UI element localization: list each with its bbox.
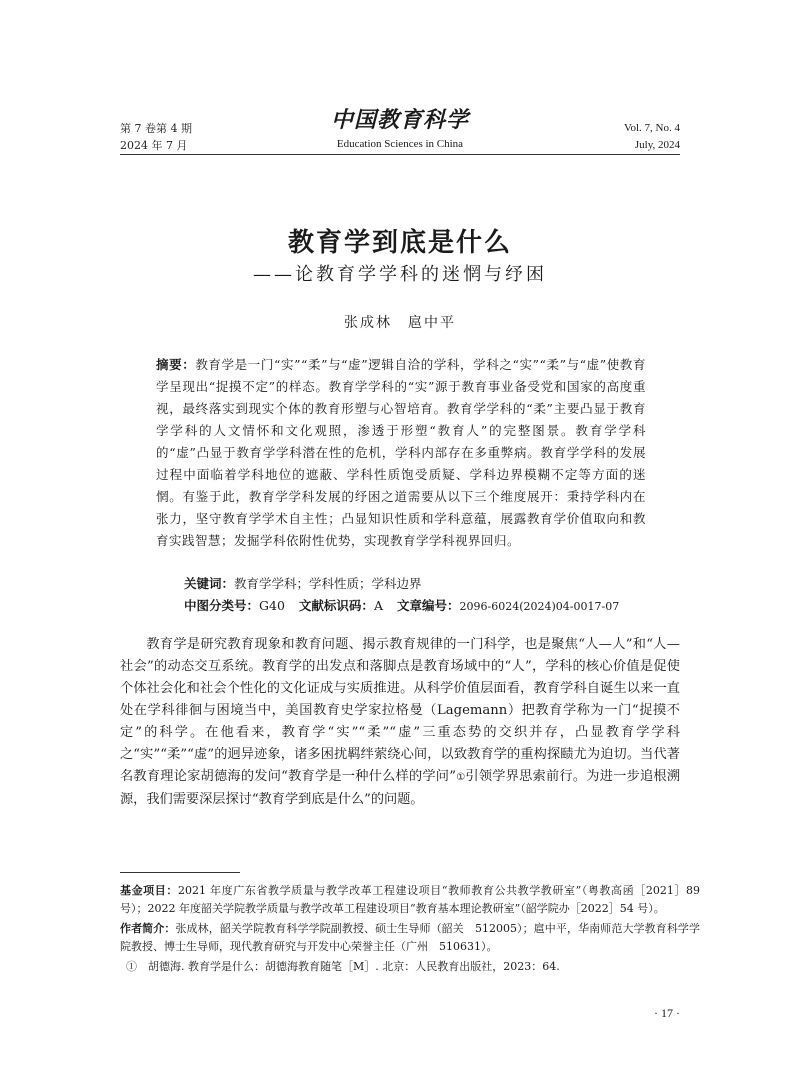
date-en: July, 2024 <box>634 139 680 151</box>
article-number-value: 2096-6024(2024)04-0017-07 <box>459 600 620 613</box>
article-title: 教育学到底是什么 <box>287 228 512 258</box>
article-authors: 张成林 扈中平 <box>344 315 456 331</box>
classification-line <box>184 596 619 617</box>
author-label: 作者简介： <box>120 922 176 935</box>
keywords-label: 关键词： <box>184 576 235 591</box>
footnote-1: ① 胡德海. 教育学是什么：胡德海教育随笔［M］. 北京：人民教育出版社，2023：64. <box>126 960 560 973</box>
volume-issue-cn: 第 7 卷第 4 期 <box>120 122 192 135</box>
abstract-text: 教育学是一门“实”“柔”与“虚”逻辑自洽的学科，学科之“实”“柔”与“虚”使教育学呈现出“捉摸不定”的样态。教育学学科的“实”源于教育事业备受党和国家的高度重视，最终落实到现实个体的教育形塑与心智培育。教育学学科的“柔”主要凸显于教育学学科的人文情怀和文化观照，渗透于形塑“教育人”的完整图景。教育学学科的“虚”凸显于教育学学科潜在性的危机，学科内部存在多重弊病。教育学学科的发展过程中面临着学科地位的遮蔽、学科性质饱受质疑、学科边界模糊不定等方面的迷惘。有鉴于此，教育学学科发展的纾困之道需要从以下三个维度展开：秉持学科内在张力，坚守教育学学术自主性；凸显知识性质和学科意蕴，展露教育学价值取向和教育实践智慧；发掘学科依附性优势，实现教育学学科视界回归。 <box>156 357 646 548</box>
author-note <box>120 920 700 956</box>
keywords <box>184 574 422 594</box>
doc-code-label: 文献标识码： <box>298 598 374 613</box>
header-divider <box>120 154 680 155</box>
doc-code-value: A <box>373 598 383 613</box>
journal-title-cn: 中国教育科学 <box>330 107 469 133</box>
body-text-part-1: 教育学是研究教育现象和教育问题、揭示教育规律的一门科学，也是聚焦“人—人”和“人—社会”的动态交互系统。教育学的出发点和落脚点是教育场域中的“人”，学科的核心价值是促使个体社会化和社会个性化的文化证成与实质推进。从科学价值层面看，教育学科自诞生以来一直处在学科徘徊与困境当中，美国教育史学家拉格曼（Lagemann）把教育学称为一门“捉摸不定”的科学。在他看来，教育学“实”“柔”“虚”三重态势的交织并存，凸显教育学学科之“实”“柔”“虚”的迥异迹象，诸多困扰羁绊萦绕心间，以致教育学的重构探赜尤为迫切。当代著名教育理论家胡德海的发问“教育学是一种什么样的学问” <box>120 637 680 784</box>
header-volume-cn <box>120 120 192 154</box>
journal-title-en: Education Sciences in China <box>336 138 464 150</box>
footnote-reference: ① <box>455 772 466 783</box>
volume-issue-en: Vol. 7, No. 4 <box>623 122 680 134</box>
page-number: · 17 · <box>654 1006 680 1020</box>
abstract <box>156 354 646 552</box>
fund-text: 2021 年度广东省教学质量与教学改革工程建设项目“教师教育公共教学教研室”（粤教高函［2021］89 号）；2022 年度韶关学院教学质量与教学改革工程建设项目“教育基本理论教研室”（韶学院办［2022］54 号）。 <box>120 884 701 915</box>
abstract-label: 摘要： <box>156 357 196 372</box>
fund-label: 基金项目： <box>120 884 178 897</box>
article-number-label: 文章编号： <box>396 598 460 613</box>
journal-masthead <box>300 106 500 152</box>
footnote-divider <box>120 872 240 873</box>
author-text: 张成林，韶关学院教育科学学院副教授、硕士生导师（韶关 512005）；扈中平，华南师范大学教育科学学院教授、博士生导师，现代教育研究与开发中心荣誉主任（广州 510631）。 <box>120 922 700 953</box>
fund-note <box>120 882 700 918</box>
header-volume-en <box>624 120 680 154</box>
body-paragraph <box>120 634 680 811</box>
article-subtitle: ——论教育学学科的迷惘与纾困 <box>253 264 547 285</box>
body-text-part-2: 引领学界思索前行。为进一步追根溯源，我们需要深层探讨“教育学到底是什么”的问题。 <box>120 769 681 807</box>
date-cn: 2024 年 7 月 <box>120 139 188 152</box>
keywords-text: 教育学学科；学科性质；学科边界 <box>234 576 422 591</box>
clc-label: 中图分类号： <box>184 598 260 613</box>
clc-value: G40 <box>259 598 285 613</box>
